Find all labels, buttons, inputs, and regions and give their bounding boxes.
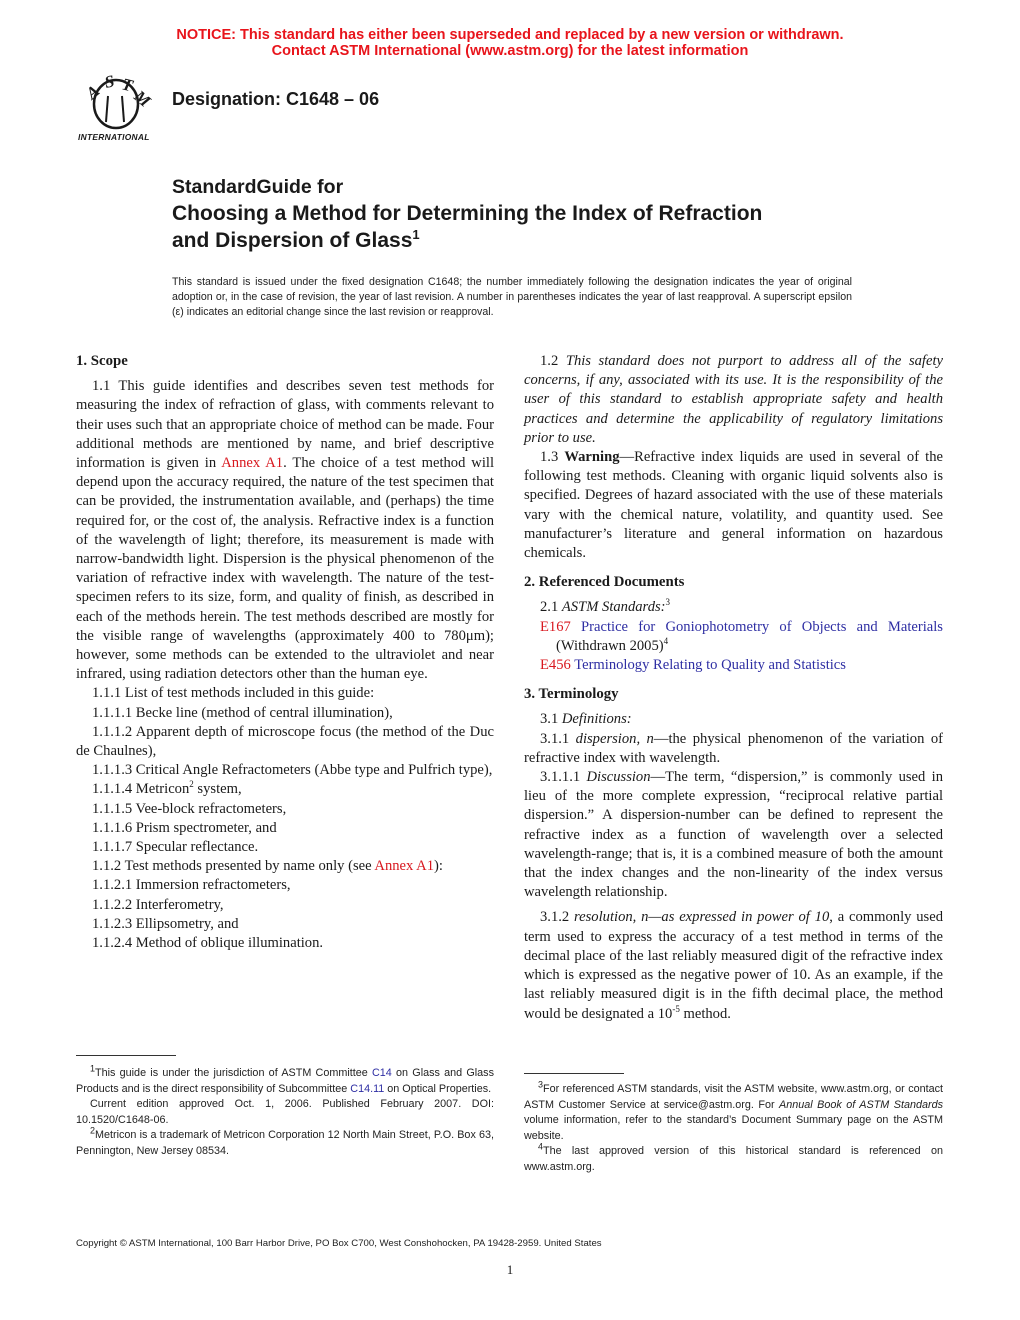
svg-text:M: M <box>130 86 155 111</box>
e456-title-link[interactable]: Terminology Relating to Quality and Statistics <box>570 657 846 674</box>
terminology-heading: 3. Terminology <box>524 686 619 703</box>
fn1-text-c: on Optical Properties. <box>384 1082 492 1095</box>
copyright: Copyright © ASTM International, 100 Barr Harbor Drive, PO Box C700, West Conshohocken, PA 19428-2959. United States <box>76 1238 602 1249</box>
para-1-2: This standard does not purport to address all of the safety concerns, if any, associated with its use. It is the responsibility of the user of this standard to establish appropriate safety and health practices and determine the applicability of regulatory limitations prior to use. <box>524 353 943 446</box>
para-1-1-2b: ): <box>434 858 443 875</box>
annex-a1-link-2[interactable]: Annex A1 <box>374 858 435 875</box>
definitions-label: Definitions: <box>561 711 632 728</box>
referenced-documents-heading: 2. Referenced Documents <box>524 574 685 591</box>
astm-standards-label: ASTM Standards: <box>561 599 666 616</box>
fn3-text-a: For referenced ASTM standards, visit the ASTM website, www.astm.org, or contact ASTM Customer Service at service@astm.org. For <box>524 1083 943 1111</box>
c14-link[interactable]: C14 <box>372 1067 392 1079</box>
document-title <box>172 174 892 254</box>
e167-code-link[interactable]: E167 <box>540 618 571 635</box>
term-dispersion: dispersion, n <box>575 730 654 747</box>
fn3-text-b: volume information, refer to the standard’s Document Summary page on the ASTM website. <box>524 1114 943 1142</box>
footnote-ref-4: 4 <box>663 635 669 646</box>
e456-code-link[interactable]: E456 <box>540 657 571 674</box>
para-3-1-2-end: method. <box>679 1005 731 1022</box>
para-1-1-1: 1.1.1 List of test methods included in this guide: <box>92 685 375 702</box>
footnote-ref-3: 3 <box>665 597 671 608</box>
fn1-marker: 1 <box>90 1063 96 1074</box>
para-1-1a: 1.1 This guide identifies and describes seven test methods for measuring the index of refraction of glass, with comments relevant to their uses such that an appropriate choice of method can be made. Four additional methods are mentioned by name, and brief descriptive information is given in <box>76 378 494 472</box>
fn2-marker: 2 <box>90 1125 96 1136</box>
footnote-rule-left <box>76 1055 176 1056</box>
notice-line-1: NOTICE: This standard has either been superseded and replaced by a new version or withdrawn. <box>176 27 844 43</box>
discussion-label: Discussion <box>586 769 651 786</box>
para-3-1-num: 3.1 <box>540 711 562 728</box>
fn1-text-a: This guide is under the jurisdiction of ASTM Committee <box>95 1067 372 1079</box>
para-1-1-1-2: 1.1.1.2 Apparent depth of microscope focus (the method of the Duc de Chaulnes), <box>76 723 494 760</box>
para-1-1-2a: 1.1.2 Test methods presented by name only (see <box>92 858 375 875</box>
c14-11-link[interactable]: C14.11 <box>350 1082 385 1095</box>
logo-text: INTERNATIONAL <box>78 132 150 142</box>
para-1-1-1-5: 1.1.1.5 Vee-block refractometers, <box>92 800 287 817</box>
para-1-1-1-4a: 1.1.1.4 Metricon <box>92 781 190 798</box>
para-1-3-num: 1.3 <box>540 449 565 466</box>
para-3-1-2: , a commonly used term used to express the accuracy of a test method in terms of the decimal place of the last reliably measured digit of the refractive index which is expressed as the negative power of 10. As an example, if the last reliably measured digit is in the fifth decimal place, the method would be designated a 10 <box>524 909 944 1022</box>
fn2-text: Metricon is a trademark of Metricon Corporation 12 North Main Street, P.O. Box 63, Pennington, New Jersey 08534. <box>76 1129 494 1157</box>
title-line-3: and Dispersion of Glass <box>172 229 413 252</box>
power-exponent: -5 <box>672 1003 680 1014</box>
title-line-2: Choosing a Method for Determining the Index of Refraction <box>172 202 763 225</box>
para-1-1-2-1: 1.1.2.1 Immersion refractometers, <box>92 877 291 894</box>
fn1-text-b: on Glass and Glass Products and is the direct responsibility of Subcommittee <box>76 1067 494 1095</box>
para-3-1-1-1-num: 3.1.1.1 <box>540 769 587 786</box>
para-3-1-1-1: —The term, “dispersion,” is commonly used in lieu of the more complete expression, “reciprocal relative partial dispersion.” A dispersion-number can be defined to represent the refractive index as a function of wavelength over a selected wavelength-range; that is, it is a combined measure of both the amount that the index changes and the non-linearity of the index versus wavelength relationship. <box>524 769 944 901</box>
e167-title-link[interactable]: Practice for Goniophotometry of Objects and Materials <box>570 618 943 635</box>
right-column <box>524 352 943 1024</box>
term-resolution: resolution, n—as expressed in power of 10 <box>574 909 830 926</box>
para-1-1-2-4: 1.1.2.4 Method of oblique illumination. <box>92 935 324 952</box>
para-1-1-2-3: 1.1.2.3 Ellipsometry, and <box>92 915 239 932</box>
annex-a1-link[interactable]: Annex A1 <box>221 455 284 472</box>
svg-text:A: A <box>82 81 104 104</box>
footnotes-left <box>76 1063 494 1159</box>
title-footnote-ref: 1 <box>412 227 420 242</box>
issued-statement: This standard is issued under the fixed designation C1648; the number immediately following the designation indicates the year of original adoption or, in the case of revision, the year of last revision. A number in parentheses indicates the year of last reapproval. A superscript epsilon (ε) indicates an editorial change since the last revision or reapproval. <box>172 276 852 318</box>
scope-heading: 1. Scope <box>76 353 128 369</box>
page-number: 1 <box>506 1262 514 1277</box>
fn1-current-edition: Current edition approved Oct. 1, 2006. Published February 2007. DOI: 10.1520/C1648-06. <box>76 1098 494 1126</box>
fn4-marker: 4 <box>538 1141 544 1152</box>
footnote-ref-2: 2 <box>189 779 194 790</box>
e167-withdrawn: (Withdrawn 2005) <box>556 637 664 654</box>
para-3-1-2-num: 3.1.2 <box>540 909 575 926</box>
para-1-1-1-4b: system, <box>193 781 242 798</box>
para-1-1-1-7: 1.1.1.7 Specular reflectance. <box>92 839 259 856</box>
para-3-1-1: —the physical phenomenon of the variation of refractive index with wavelength. <box>524 730 944 766</box>
title-line-1: StandardGuide for <box>172 176 344 198</box>
para-1-1-2-2: 1.1.2.2 Interferometry, <box>92 896 224 913</box>
astm-logo <box>70 74 162 146</box>
warning-label: Warning <box>564 449 620 466</box>
notice-line-2: Contact ASTM International (www.astm.org) for the latest information <box>271 43 749 59</box>
svg-text:T: T <box>120 74 135 96</box>
fn3-marker: 3 <box>538 1079 544 1090</box>
para-3-1-1-num: 3.1.1 <box>540 730 576 747</box>
para-1-1b: . The choice of a test method will depend upon the accuracy required, the nature of the test specimen that can be provided, the instrumentation available, and (perhaps) the time required for, or the cost of, the analysis. Refractive index is a function of the wavelength of light; therefore, its measurement is made with narrow-bandwidth light. Dispersion is the physical phenomenon of the variation of refractive index with wavelength. The nature of the test-specimen refers to its size, form, and quality of finish, as described in each of the methods herein. The test methods described are mostly for the visible range of wavelengths (approximately 400 to 780μm); however, some methods can be extended to the ultraviolet and near infrared, using radiation detectors other than the human eye. <box>76 455 495 683</box>
para-1-1-1-6: 1.1.1.6 Prism spectrometer, and <box>92 819 277 836</box>
para-1-1-1-1: 1.1.1.1 Becke line (method of central illumination), <box>92 704 393 721</box>
designation: Designation: C1648 – 06 <box>172 89 380 109</box>
para-1-1-1-3: 1.1.1.3 Critical Angle Refractometers (Abbe type and Pulfrich type), <box>92 762 493 779</box>
left-column <box>76 352 494 953</box>
footnotes-right <box>524 1079 943 1175</box>
fn3-annual-book: Annual Book of ASTM Standards <box>779 1098 943 1111</box>
para-2-1-num: 2.1 <box>540 599 562 616</box>
para-1-2-num: 1.2 <box>540 353 566 369</box>
footnote-rule-right <box>524 1073 624 1074</box>
para-1-3: —Refractive index liquids are used in several of the following test methods. Cleaning with organic liquid solvents also is specified. Degrees of hazard associated with the use of these materials vary with the chemical nature, volatility, and quantity used. See manufacturer’s literature and general information on hazardous chemicals. <box>524 449 944 562</box>
svg-text:S: S <box>102 74 117 92</box>
fn4-text: The last approved version of this historical standard is referenced on www.astm.org. <box>524 1145 943 1173</box>
